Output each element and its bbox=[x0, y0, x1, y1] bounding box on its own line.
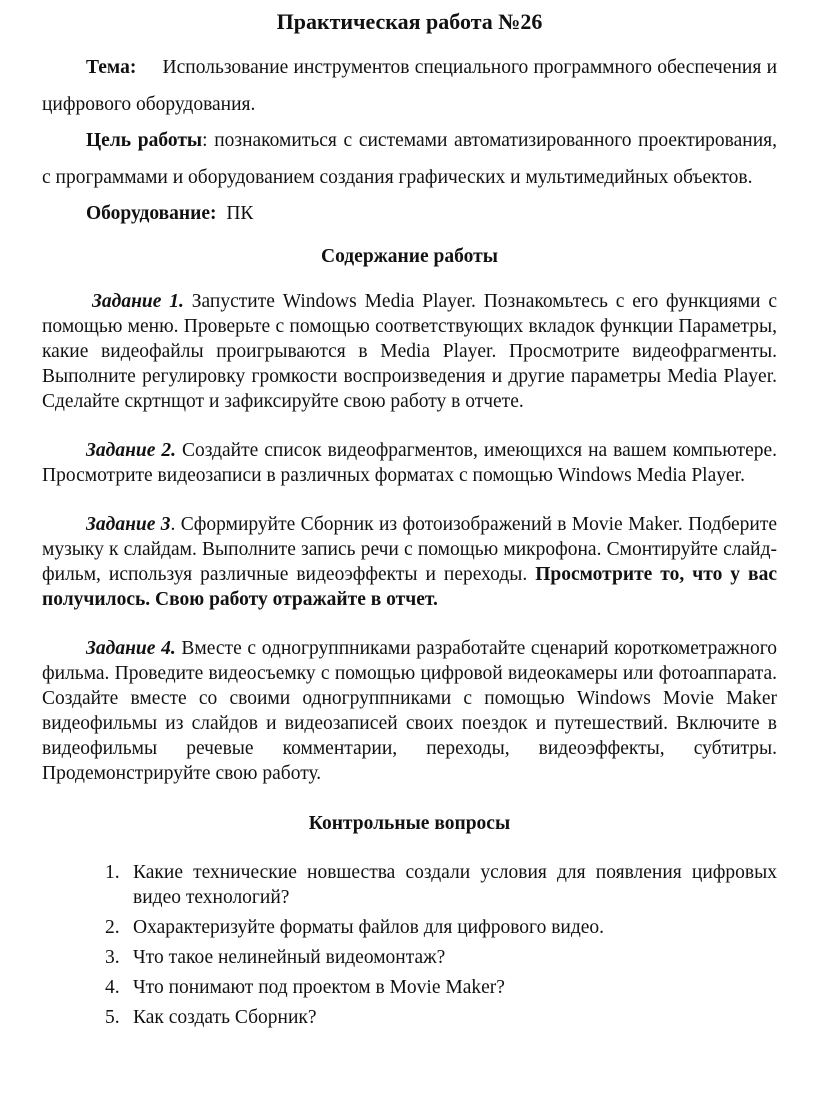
goal-paragraph bbox=[42, 123, 777, 196]
topic-label: Тема: bbox=[86, 57, 137, 78]
question-number: 3. bbox=[105, 946, 120, 968]
document-page bbox=[42, 6, 777, 1035]
task-3-text: . Сформируйте Сборник из фотоизображений в Movie Maker. Подберите музыку к слайдам. Выполните запись речи с помощью микрофона. Смонтируйте слайд-фильм, используя различные видеоэффекты и переходы. bbox=[42, 513, 777, 585]
question-number: 5. bbox=[105, 1006, 120, 1028]
content-heading: Содержание работы bbox=[321, 245, 498, 267]
task-2 bbox=[42, 438, 777, 488]
question-number: 1. bbox=[105, 861, 120, 883]
task-4-label: Задание 4. bbox=[86, 637, 176, 659]
question-number: 2. bbox=[105, 916, 120, 938]
task-2-text: Создайте список видеофрагментов, имеющихся на вашем компьютере. Просмотрите видеозаписи в различных форматах с помощью Windows Media Player. bbox=[42, 439, 778, 486]
equipment-paragraph bbox=[42, 196, 777, 233]
question-text: Что такое нелинейный видеомонтаж? bbox=[133, 946, 446, 968]
goal-text: : познакомиться с системами автоматизированного проектирования, с программами и оборудованием создания графических и мультимедийных объектов. bbox=[42, 130, 777, 188]
question-text: Охарактеризуйте форматы файлов для цифрового видео. bbox=[133, 916, 605, 938]
question-item bbox=[42, 860, 777, 910]
question-item bbox=[42, 915, 777, 940]
topic-text: Использование инструментов специального программного обеспечения и цифрового оборудования. bbox=[42, 57, 777, 115]
task-2-label: Задание 2. bbox=[86, 439, 177, 461]
task-1-label: Задание 1. bbox=[92, 290, 184, 312]
question-item bbox=[42, 945, 777, 970]
question-text: Какие технические новшества создали условия для появления цифровых видео технологий? bbox=[133, 861, 777, 908]
topic-paragraph bbox=[42, 50, 777, 123]
task-1-text: Запустите Windows Media Player. Познакомьтесь с его функциями с помощью меню. Проверьте с помощью соответствующих вкладок функции Параметры, какие видеофайлы проигрываются в Media Player. Просмотрите видеофрагменты. Выполните регулировку громкости воспроизведения и другие параметры Media Player. Сделайте скртнщот и зафиксируйте свою работу в отчете. bbox=[42, 290, 777, 412]
question-text: Что понимают под проектом в Movie Maker? bbox=[133, 976, 505, 998]
goal-label: Цель работы bbox=[86, 130, 203, 151]
task-1 bbox=[42, 289, 777, 414]
question-item bbox=[42, 975, 777, 1000]
task-3-bold-text: Просмотрите то, что у вас получилось. Свою работу отражайте в отчет. bbox=[42, 563, 777, 610]
questions-list bbox=[42, 860, 777, 1030]
question-item bbox=[42, 1005, 777, 1030]
question-text: Как создать Сборник? bbox=[133, 1006, 317, 1028]
equipment-label: Оборудование: bbox=[86, 203, 217, 224]
questions-heading: Контрольные вопросы bbox=[308, 812, 511, 834]
page-title: Практическая работа №26 bbox=[276, 9, 543, 34]
equipment-text: ПК bbox=[226, 203, 254, 224]
task-3-label: Задание 3 bbox=[86, 513, 171, 535]
task-3 bbox=[42, 512, 777, 612]
task-4 bbox=[42, 636, 777, 786]
question-number: 4. bbox=[105, 976, 120, 998]
task-4-text: Вместе с одногруппниками разработайте сценарий короткометражного фильма. Проведите видеосъемку с помощью цифровой видеокамеры или фотоаппарата. Создайте вместе со своими одногруппниками с помощью Windows Movie Maker видеофильмы из слайдов и видеозаписей своих поездок и путешествий. Включите в видеофильмы речевые комментарии, переходы, видеоэффекты, субтитры. Продемонстрируйте свою работу. bbox=[42, 637, 778, 784]
